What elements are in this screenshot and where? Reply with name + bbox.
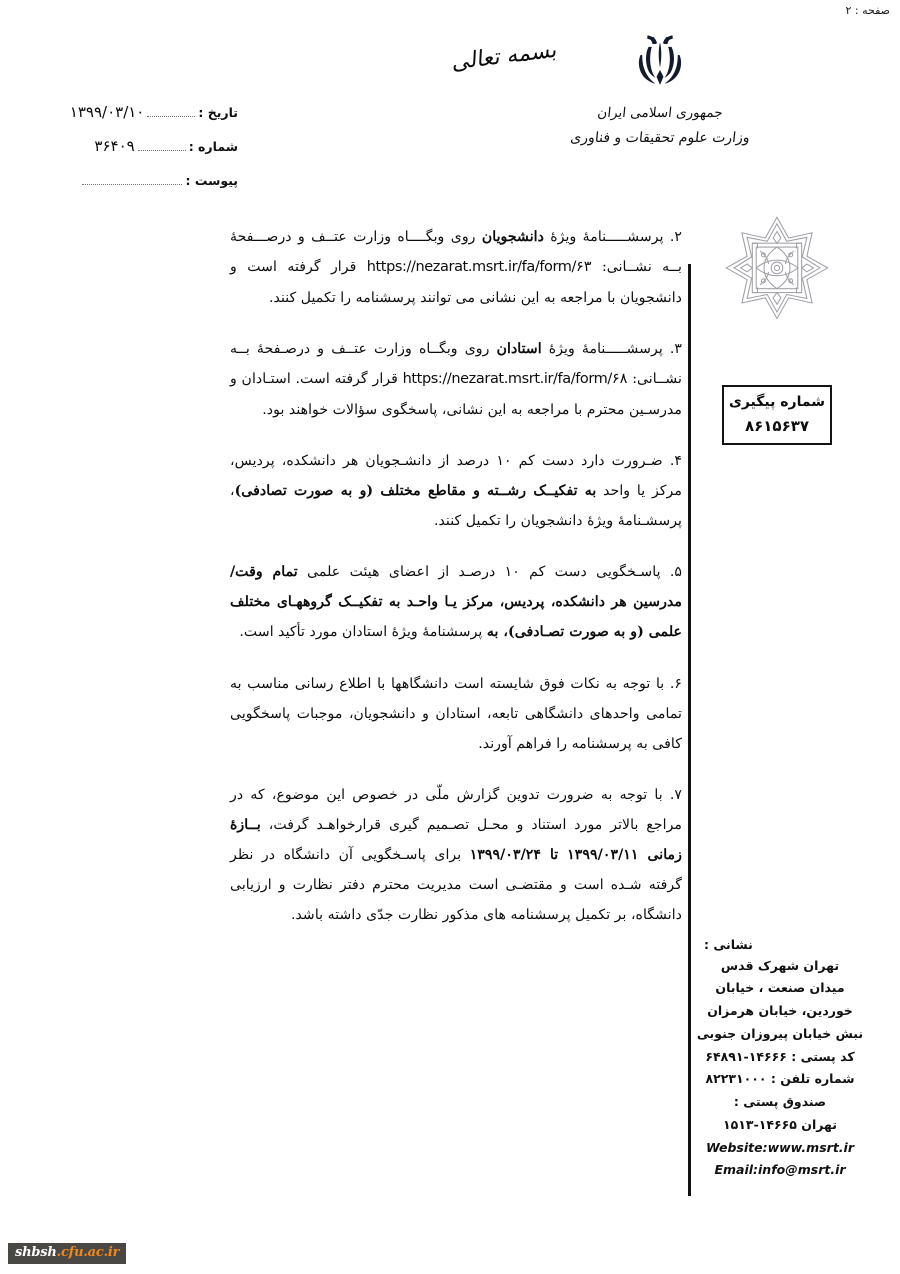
address-label: نشانی :: [704, 936, 753, 952]
page-number: صفحه : ۲: [845, 4, 890, 17]
attachment-rule: [82, 184, 182, 185]
clause-text: ۳. پرسشـــــنامۀ ویژۀ: [541, 340, 682, 357]
clause-text: ۶. با توجه به نکات فوق شایسته است دانشگاهها با اطلاع رسانی مناسب به تمامی واحدهای دانشگاهی تابعه، استادان و دانشجویان، موجبات پاسخگویی کافی به پرسشنامه را فراهم آورند.: [230, 675, 682, 752]
address-line: کد پستی : ۱۴۶۶۶-۶۴۸۹۱: [705, 1048, 855, 1064]
clause-text: قرار گرفته است و دانشجویان با مراجعه به این نشانی می توانند پرسشنامه را تکمیل کنند.: [230, 259, 682, 306]
clause-۴: [230, 446, 682, 536]
clause-۵: [230, 557, 682, 647]
email-line: Email:info@msrt.ir: [714, 1162, 846, 1178]
form-url-link[interactable]: https://nezarat.msrt.ir/fa/form/۶۳: [366, 259, 592, 276]
clause-emphasis: بــازۀ زمانی ۱۳۹۹/۰۳/۱۱ تا ۱۳۹۹/۰۳/۲۴: [230, 817, 682, 864]
attachment-label: پیوست :: [185, 173, 238, 188]
source-watermark: [8, 1243, 126, 1264]
address-line: تهران شهرک قدس: [720, 957, 840, 973]
tracking-number-value: ۸۶۱۵۶۳۷: [744, 417, 810, 436]
clause-text: ، پرسشـنامۀ ویژۀ دانشجویان را تکمیل کنند.: [230, 483, 682, 530]
address-line: صندوق پستی :: [733, 1094, 827, 1109]
meta-row-date: [18, 88, 238, 122]
invocation-text: بسمه تعالی: [451, 37, 559, 76]
form-url-link[interactable]: https://nezarat.msrt.ir/fa/form/۶۸: [402, 371, 628, 388]
ministry-name: وزارت علوم تحقیقات و فناوری: [569, 129, 751, 146]
website-line: Website:www.msrt.ir: [706, 1139, 854, 1155]
address-lines: [682, 955, 878, 1137]
meta-row-number: [18, 122, 238, 156]
letter-body: [230, 222, 682, 930]
clause-text: قرار گرفته است. استـادان و مدرسـین محترم با مراجعه به این نشانی، پاسخگوی سؤالات خواهند بود.: [230, 371, 682, 418]
clause-text: پرسشنامۀ ویژۀ استادان مورد تأکید است.: [239, 624, 487, 641]
date-value: ۱۳۹۹/۰۳/۱۰: [69, 103, 145, 121]
islamic-star-ornament-icon: [712, 212, 842, 342]
address-block: [682, 937, 878, 1183]
clause-text: ۴. ضـرورت دارد دست کم ۱۰ درصد از دانشـجویان هر دانشکده، پردیس، مرکز یا واحد: [230, 452, 682, 500]
clause-۲: [230, 222, 682, 313]
address-line: شماره تلفن : ۸۲۲۳۱۰۰۰: [705, 1071, 855, 1087]
clause-text: روی وبگــاه وزارت عتــف و درصـفحۀ بــه نشــانی:: [230, 340, 682, 388]
clause-emphasis: به تفکیــک رشــته و مقاطع مختلف (و به صورت تصادفی): [234, 483, 597, 500]
meta-row-attachment: [18, 156, 238, 190]
clause-text: روی وبگــــاه وزارت عتــف و درصـــفحۀ بــه نشــانی:: [230, 229, 682, 276]
number-rule: [138, 150, 186, 151]
tracking-number-box: [722, 385, 832, 445]
tracking-number-label: شماره پیگیری: [729, 394, 825, 410]
date-rule: [147, 116, 195, 117]
clause-text: ۷. با توجه به ضرورت تدوین گزارش ملّی در خصوص این موضوع، که در مراجع بالاتر مورد استناد و محـل تصـمیم گیری قرارخواهـد گرفت،: [230, 786, 682, 833]
clause-text: ۵. پاسـخگویی دست کم ۱۰ درصـد از اعضای هیئت علمی: [297, 564, 682, 581]
watermark-prefix: shbsh: [15, 1245, 57, 1261]
clause-text: برای پاسـخگویی آن دانشگاه در نظر گرفته شـده است و مقتضـی است مدیریت محترم دفتر نظارت و ارزیابی دانشگاه، بر تکمیل پرسشنامه های مذکور نظارت جدّی داشته باشد.: [230, 847, 682, 924]
clause-text: ۲. پرسشـــــنامۀ ویژۀ: [543, 229, 682, 245]
address-line: خوردین، خیابان هرمزان: [707, 1003, 853, 1018]
address-line: نبش خیابان پیروزان جنوبی: [696, 1025, 864, 1041]
iran-emblem-icon: [631, 32, 689, 94]
ministry-country-name: جمهوری اسلامی ایران: [596, 105, 724, 121]
letter-meta-fields: [18, 88, 238, 190]
number-value: ۳۶۴۰۹: [94, 137, 135, 155]
clause-emphasis: دانشجویان: [481, 229, 544, 245]
number-label: شماره :: [188, 139, 238, 154]
clause-۷: [230, 780, 682, 931]
address-line: تهران ۱۴۶۶۵-۱۵۱۳: [723, 1116, 837, 1132]
watermark-suffix: .cfu.ac.ir: [56, 1245, 120, 1261]
clause-emphasis: تمام وقت/ مدرسین هر دانشکده، پردیس، مرکز یـا واحـد به تفکیــک گروههـای مختلف علمی (و به صورت تصـادفی)، به: [230, 564, 682, 641]
clause-۶: [230, 669, 682, 759]
address-line: میدان صنعت ، خیابان: [715, 980, 845, 996]
clause-emphasis: استادان: [496, 340, 542, 357]
date-label: تاریخ :: [198, 105, 238, 120]
clause-۳: [230, 334, 682, 425]
